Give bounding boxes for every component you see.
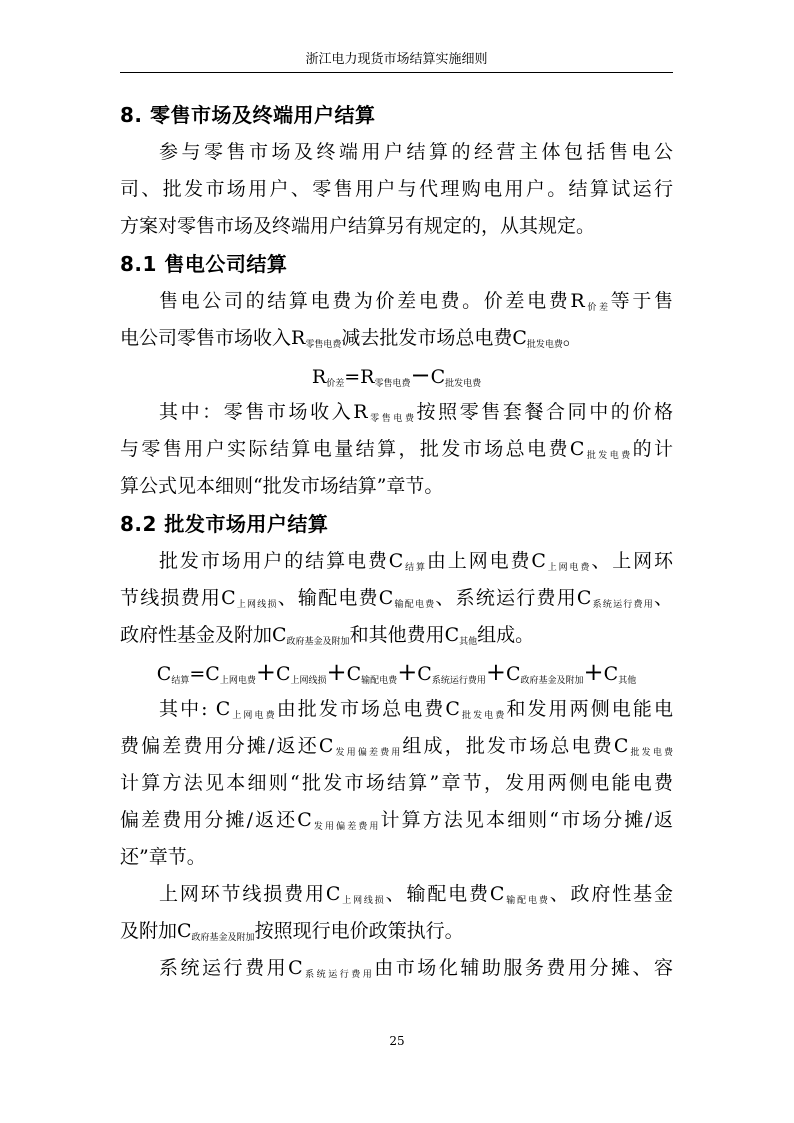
- text-line: [120, 394, 673, 431]
- text-run: 由上网电费C: [426, 550, 546, 572]
- section-8-heading: 8. 零售市场及终端用户结算: [120, 103, 376, 127]
- section-8-1-paragraph-2: [120, 394, 673, 505]
- formula-settlement: [120, 654, 673, 691]
- plus-operator: +: [255, 658, 276, 686]
- subscript: 上网线损: [235, 600, 278, 610]
- plus-operator: +: [326, 658, 347, 686]
- text-run: 其中: C: [159, 698, 231, 720]
- text-line: [120, 283, 673, 320]
- text-run: 。: [562, 327, 582, 349]
- subscript: 政府基金及附加: [191, 933, 255, 943]
- text-run: 减去批发市场总电费C: [341, 327, 527, 349]
- subscript: 上网线损: [340, 896, 386, 906]
- text-run: 、政府性基金: [549, 883, 673, 905]
- section-8-2-paragraph-2: [120, 691, 673, 876]
- plus-operator: +: [485, 658, 506, 686]
- text-run: 由批发市场总电费C: [276, 698, 460, 720]
- text-run: 、输配电费C: [385, 883, 505, 905]
- subscript: 政府基金及附加: [520, 676, 584, 686]
- text-line: 算公式见本细则“批发市场结算”章节。: [120, 475, 444, 497]
- text-run: 批发市场用户的结算电费C: [159, 550, 404, 572]
- section-8-2-paragraph-1: [120, 543, 673, 654]
- subscript: 批发电费: [584, 451, 633, 461]
- formula-symbol: C: [346, 663, 362, 685]
- text-line: 还”章节。: [120, 846, 206, 868]
- text-run: 与零售用户实际结算电量结算，批发市场总电费C: [120, 438, 585, 460]
- subscript: 上网电费: [545, 563, 592, 573]
- text-line: [120, 913, 673, 950]
- section-8-2-paragraph-3: [120, 876, 673, 950]
- formula-symbol: C: [156, 663, 172, 685]
- formula-symbol: C: [430, 366, 446, 388]
- text-run: 电公司零售市场收入R: [120, 327, 306, 349]
- text-line: [120, 431, 673, 468]
- text-run: 组成，批发市场总电费C: [402, 735, 629, 757]
- section-8-1-heading: 8.1 售电公司结算: [120, 252, 288, 276]
- text-line: 方案对零售市场及终端用户结算另有规定的，从其规定。: [120, 215, 596, 237]
- text-run: 等于售: [610, 290, 673, 312]
- subscript: 价差: [326, 379, 345, 389]
- formula-price-difference: [120, 357, 673, 394]
- text-run: 由市场化辅助服务费用分摊、容: [374, 957, 673, 979]
- text-run: 系统运行费用C: [159, 957, 303, 979]
- subscript: 系统运行费用: [591, 600, 654, 610]
- text-run: 的计: [632, 438, 673, 460]
- subscript: 输配电费: [361, 676, 398, 686]
- text-line: [120, 580, 673, 617]
- subscript: 发用偏差费用: [333, 748, 403, 758]
- subscript: 政府基金及附加: [286, 637, 350, 647]
- subscript: 批发电费: [526, 340, 563, 350]
- subscript: 输配电费: [393, 600, 436, 610]
- page-number: 25: [389, 1034, 405, 1048]
- text-line: [120, 728, 673, 765]
- text-run: 按照现行电价政策执行。: [254, 920, 464, 942]
- text-run: 售电公司的结算电费为价差电费。价差电费R: [159, 290, 585, 312]
- subscript: 结算: [171, 676, 190, 686]
- text-line: [120, 320, 673, 357]
- text-run: 组成。: [477, 624, 535, 646]
- subscript: 其他: [459, 637, 478, 647]
- subscript: 输配电费: [504, 896, 550, 906]
- text-line: [120, 876, 673, 913]
- text-run: 、上网环: [591, 550, 673, 572]
- section-8-paragraph: [120, 134, 673, 245]
- page-content: [120, 96, 673, 987]
- text-line: [120, 802, 673, 839]
- text-run: 、: [653, 587, 673, 609]
- text-run: 节线损费用C: [120, 587, 236, 609]
- text-run: 、输配电费C: [277, 587, 394, 609]
- text-run: 政府性基金及附加C: [120, 624, 287, 646]
- formula-symbol: R: [311, 366, 327, 388]
- text-run: 计算方法见本细则“市场分摊/返: [380, 809, 673, 831]
- text-line: [120, 691, 673, 728]
- subscript: 上网电费: [230, 711, 277, 721]
- text-line: 司、批发市场用户、零售用户与代理购电用户。结算试运行: [120, 178, 673, 200]
- subscript: 批发电费: [445, 379, 482, 389]
- formula-symbol: C: [505, 663, 521, 685]
- subscript: 系统运行费用: [431, 676, 486, 686]
- text-run: 和发用两侧电能电: [506, 698, 673, 720]
- text-line: [120, 543, 673, 580]
- section-8-2-heading: 8.2 批发市场用户结算: [120, 512, 329, 536]
- text-run: 、系统运行费用C: [435, 587, 592, 609]
- section-8-1-paragraph-1: [120, 283, 673, 357]
- formula-symbol: C: [603, 663, 619, 685]
- subscript: 上网电费: [219, 676, 256, 686]
- text-line: 计算方法见本细则“批发市场结算”章节，发用两侧电能电费: [120, 772, 673, 794]
- subscript: 批发电费: [628, 748, 673, 758]
- text-run: 按照零售套餐合同中的价格: [416, 401, 673, 423]
- plus-operator: +: [583, 658, 604, 686]
- plus-operator: +: [397, 658, 418, 686]
- text-run: 及附加C: [120, 920, 192, 942]
- subscript: 零售电费: [374, 379, 411, 389]
- subscript: 价差: [584, 303, 611, 313]
- text-line: 参与零售市场及终端用户结算的经营主体包括售电公: [159, 141, 673, 163]
- subscript: 其他: [618, 676, 637, 686]
- text-line: [120, 950, 673, 987]
- formula-symbol: C: [275, 663, 291, 685]
- formula-symbol: =C: [189, 663, 220, 685]
- formula-symbol: =R: [344, 366, 375, 388]
- section-8-2-paragraph-4: [120, 950, 673, 987]
- text-run: 偏差费用分摊/返还C: [120, 809, 312, 831]
- minus-operator: −: [410, 361, 431, 389]
- text-run: 其中：零售市场收入R: [159, 401, 368, 423]
- running-header: 浙江电力现货市场结算实施细则: [305, 52, 488, 67]
- subscript: 零售电费: [305, 340, 342, 350]
- header-rule: [120, 72, 673, 73]
- text-line: [120, 617, 673, 654]
- subscript: 系统运行费用: [302, 970, 375, 980]
- subscript: 批发电费: [459, 711, 507, 721]
- text-run: 上网环节线损费用C: [159, 883, 341, 905]
- subscript: 发用偏差费用: [311, 822, 381, 832]
- text-run: 和其他费用C: [349, 624, 460, 646]
- subscript: 结算: [403, 563, 427, 573]
- text-run: 费偏差费用分摊/返还C: [120, 735, 334, 757]
- formula-symbol: C: [417, 663, 432, 685]
- subscript: 零售电费: [367, 414, 417, 424]
- subscript: 上网线损: [290, 676, 327, 686]
